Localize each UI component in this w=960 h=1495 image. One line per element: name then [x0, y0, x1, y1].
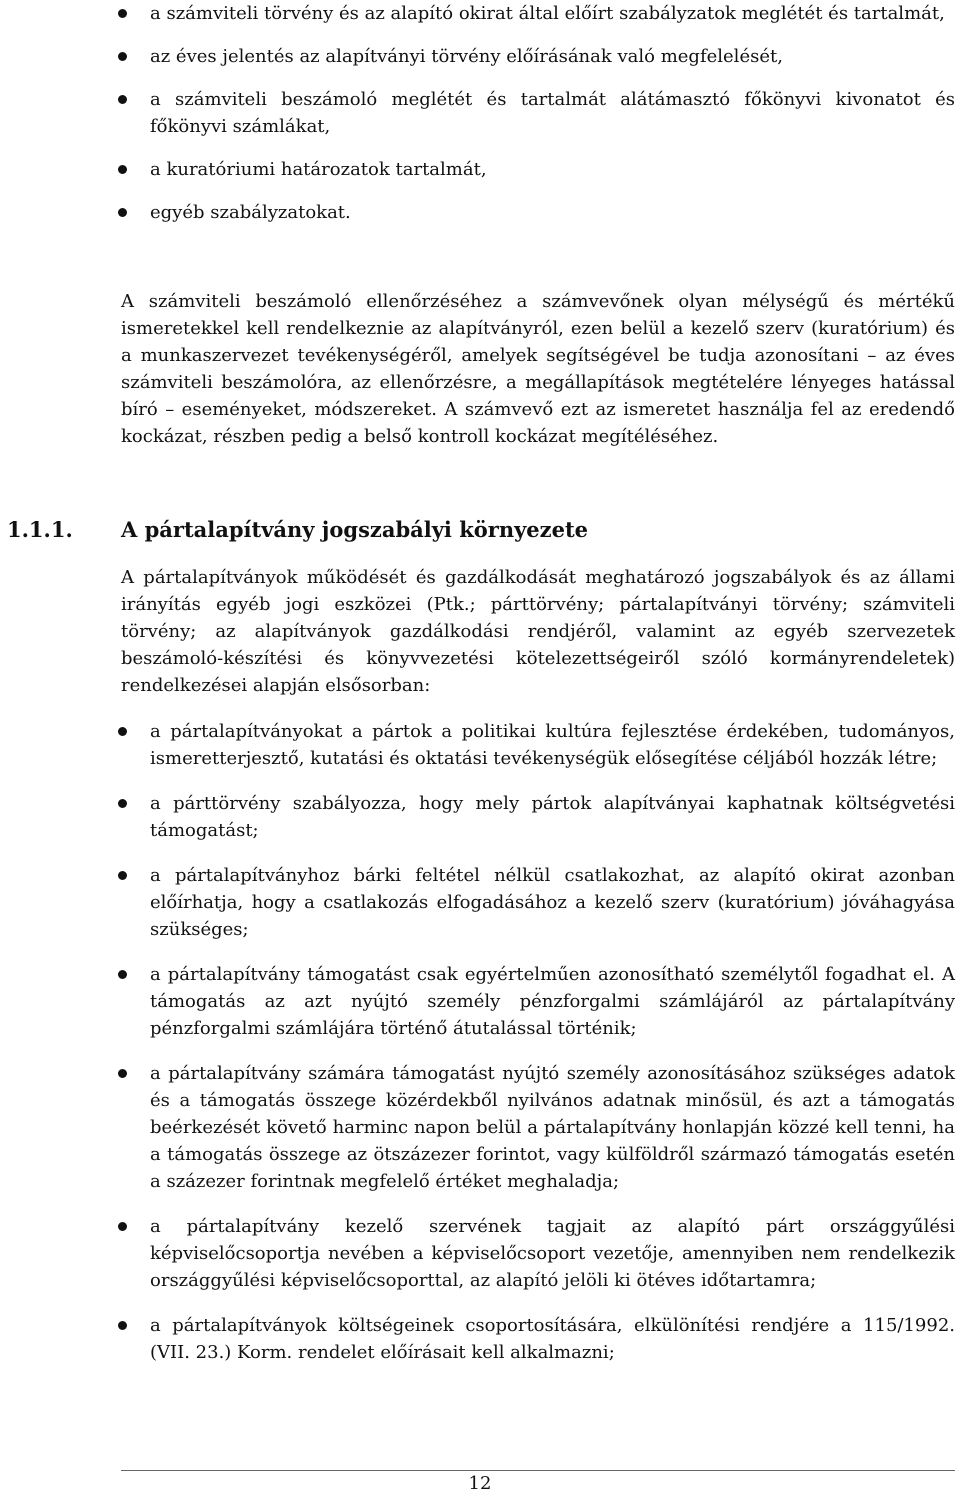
list-item-text: a pártalapítvány kezelő szervének tagjait az alapító párt országgyűlési képviselőcsoportja nevében a képviselőcsoport vezetője, amennyiben nem rendelkezik országgyűlési képviselőcsoporttal, az alapító jelöli ki ötéves időtartamra;	[150, 1216, 955, 1291]
list-item-text: a pártalapítványokat a pártok a politikai kultúra fejlesztése érdekében, tudományos, ismeretterjesztő, kutatási és oktatási tevékenységük elősegítése céljából hozzák létre;	[150, 721, 955, 769]
page-number: 12	[468, 1473, 492, 1494]
list-item	[0, 199, 960, 226]
bullet-icon	[118, 9, 127, 18]
bullet-icon	[118, 970, 127, 979]
bullet-icon	[118, 799, 127, 808]
intro-paragraph: A számviteli beszámoló ellenőrzéséhez a számvevőnek olyan mélységű és mértékű ismeretekkel kell rendelkeznie az alapítványról, ezen belül a kezelő szerv (kuratórium) és a munkaszervezet tevékenységéről, amelyek segítségével be tudja azonosítani – az éves számviteli beszámolóra, az ellenőrzésre, a megállapítások megtételére lényeges hatással bíró – eseményeket, módszereket. A számvevő ezt az ismeretet használja fel az eredendő kockázat, részben pedig a belső kontroll kockázat megítéléséhez.	[121, 291, 955, 447]
list-item	[0, 1060, 960, 1195]
list-item	[0, 43, 960, 70]
bullet-icon	[118, 208, 127, 217]
list-item-text: az éves jelentés az alapítványi törvény előírásának való megfelelését,	[150, 46, 783, 67]
section-heading	[7, 515, 957, 549]
bullet-icon	[118, 1321, 127, 1330]
list-item-text: a kuratóriumi határozatok tartalmát,	[150, 159, 487, 180]
list-item-text: a pártalapítvány számára támogatást nyújtó személy azonosításához szükséges adatok és a támogatás összege közérdekből nyilvános adatnak minősül, és azt a támogatás beérkezését követő harminc napon belül a pártalapítvány honlapján közzé kell tenni, ha a támogatás összege az ötszázezer forintot, vagy külföldről származó támogatás esetén a százezer forintnak megfelelő értéket meghaladja;	[150, 1063, 955, 1192]
section-title: A pártalapítvány jogszabályi környezete	[121, 517, 589, 542]
list-item	[0, 86, 960, 140]
list-item	[0, 156, 960, 183]
list-item	[0, 718, 960, 772]
section-paragraph: A pártalapítványok működését és gazdálkodását meghatározó jogszabályok és az állami irányítás egyéb jogi eszközei (Ptk.; párttörvény; pártalapítványi törvény; számviteli törvény; az alapítványok gazdálkodási rendjéről, valamint az egyéb szervezetek beszámoló-készítési és könyvvezetési kötelezettségeiről szóló kormányrendeletek) rendelkezései alapján elsősorban:	[121, 567, 955, 696]
list-item-text: a pártalapítványhoz bárki feltétel nélkül csatlakozhat, az alapító okirat azonban előírhatja, hogy a csatlakozás elfogadásához a kezelő szerv (kuratórium) jóváhagyása szükséges;	[150, 865, 955, 940]
footer-divider	[121, 1470, 955, 1471]
list-item-text: a pártalapítványok költségeinek csoportosítására, elkülönítési rendjére a 115/1992. (VII. 23.) Korm. rendelet előírásait kell alkalmazni;	[150, 1315, 955, 1363]
bullet-icon	[118, 165, 127, 174]
list-item-text: a pártalapítvány támogatást csak egyértelműen azonosítható személytől fogadhat el. A támogatás az azt nyújtó személy pénzforgalmi számlájáról az pártalapítvány pénzforgalmi számlájára történő átutalással történik;	[150, 964, 955, 1039]
bullet-icon	[118, 871, 127, 880]
list-item	[0, 0, 960, 27]
party-foundation-rules-list	[0, 718, 960, 1384]
list-item-text: a párttörvény szabályozza, hogy mely pártok alapítványai kaphatnak költségvetési támogatást;	[150, 793, 955, 841]
bullet-icon	[118, 95, 127, 104]
list-item	[0, 1213, 960, 1294]
requirements-list	[0, 0, 960, 242]
list-item	[0, 790, 960, 844]
list-item	[0, 862, 960, 943]
list-item-text: a számviteli beszámoló meglétét és tartalmát alátámasztó főkönyvi kivonatot és főkönyvi számlákat,	[150, 89, 955, 137]
bullet-icon	[118, 1069, 127, 1078]
bullet-icon	[118, 727, 127, 736]
section-number: 1.1.1.	[7, 517, 73, 542]
list-item-text: a számviteli törvény és az alapító okirat által előírt szabályzatok meglétét és tartalmát,	[150, 3, 945, 24]
list-item	[0, 961, 960, 1042]
bullet-icon	[118, 1222, 127, 1231]
list-item	[0, 1312, 960, 1366]
list-item-text: egyéb szabályzatokat.	[150, 202, 351, 223]
bullet-icon	[118, 52, 127, 61]
